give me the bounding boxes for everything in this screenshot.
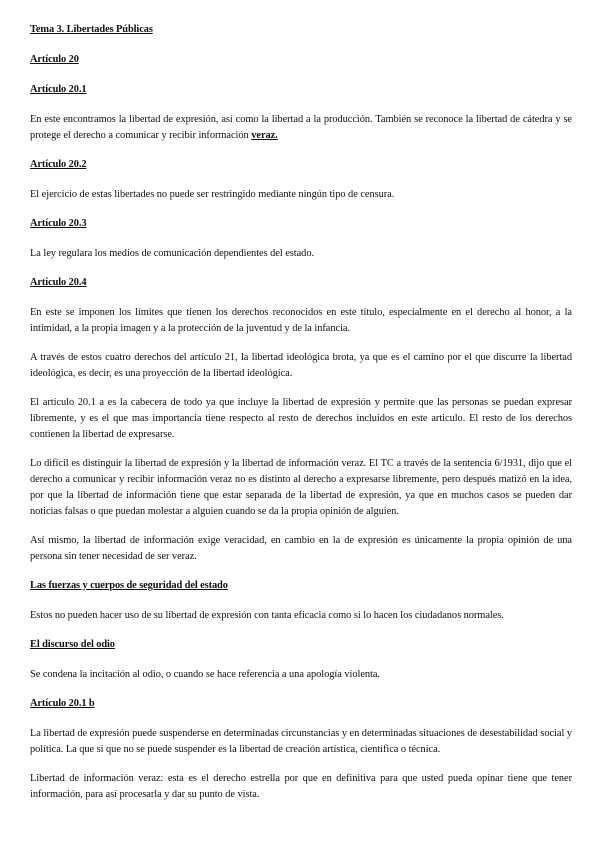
heading-discurso-odio: El discurso del odio bbox=[30, 639, 115, 650]
paragraph-articulo-20-2: El ejercicio de estas libertades no puede ser restringido mediante ningún tipo de censura. bbox=[30, 189, 395, 200]
paragraph-articulo-20-4-cabecera: El articulo 20.1 a es la cabecera de todo ya que incluye la libertad de expresión y permite que las personas se puedan expresar libremente, y es el que mas importancia tiene respecto al resto de derechos incluidos en este articulo. El resto de los derechos contienen la libertad de expresarse. bbox=[30, 397, 572, 440]
paragraph-articulo-20-4-distinguir: Lo difícil es distinguir la libertad de expresión y la libertad de información veraz. El TC a través de la sentencia 6/1931, dijo que el derecho a comunicar y recibir información veraz no es distinto al derecho a expresarse libremente, pero después matizó en la idea, por que la libertad de información tiene que estar separada de la libertad de expresión, ya que en muchos casos se pueden dar noticias falsas o que puedan molestar a alguien cuando se da la propia opinión de alguien. bbox=[30, 458, 572, 517]
paragraph-fuerzas-seguridad: Estos no pueden hacer uso de su libertad de expresión con tanta eficacia como si lo hacen los ciudadanos normales. bbox=[30, 610, 504, 621]
paragraph-informacion-veraz: Libertad de información veraz: esta es el derecho estrella por que en definitiva para que usted pueda opinar tiene que tener información, para así procesarla y dar su punto de vista. bbox=[30, 773, 572, 800]
paragraph-articulo-20-4-veracidad: Así mismo, la libertad de información exige veracidad, en cambio en la de expresión es únicamente la propia opinión de una persona sin tener necesidad de ser veraz. bbox=[30, 535, 572, 562]
paragraph-articulo-20-1-b: La libertad de expresión puede suspenderse en determinadas circunstancias y en determinadas situaciones de desestabilidad social y política. La que si que no se puede suspender es la libertad de creación artística, científica o técnica. bbox=[30, 728, 572, 755]
heading-articulo-20-4: Artículo 20.4 bbox=[30, 277, 87, 288]
heading-articulo-20: Artículo 20 bbox=[30, 54, 79, 65]
paragraph-articulo-20-3: La ley regulara los medios de comunicación dependientes del estado. bbox=[30, 248, 315, 259]
paragraph-articulo-20-1-text: En este encontramos la libertad de expresión, así como la libertad a la producción. También se reconoce la libertad de cátedra y se protege el derecho a comunicar y recibir información bbox=[30, 114, 572, 141]
paragraph-articulo-20-4-limites: En este se imponen los límites que tienen los derechos reconocidos en este título, especialmente en el derecho al honor, a la intimidad, a la propia imagen y a la protección de la juventud y de la infancia. bbox=[30, 307, 572, 334]
heading-fuerzas-seguridad: Las fuerzas y cuerpos de seguridad del estado bbox=[30, 580, 228, 591]
paragraph-articulo-20-1 bbox=[30, 112, 572, 144]
paragraph-discurso-odio: Se condena la incitación al odio, o cuando se hace referencia a una apología violenta. bbox=[30, 669, 380, 680]
heading-articulo-20-1-b: Artículo 20.1 b bbox=[30, 698, 95, 709]
heading-articulo-20-3: Artículo 20.3 bbox=[30, 218, 87, 229]
paragraph-articulo-20-4-ideologica: A través de estos cuatro derechos del artículo 21, la libertad ideológica brota, ya que es el camino por el que discurre la libertad ideológica, es decir, es una proyección de la libertad ideológica. bbox=[30, 352, 572, 379]
document-title: Tema 3. Libertades Públicas bbox=[30, 24, 153, 35]
document-page bbox=[30, 22, 572, 816]
heading-articulo-20-1: Artículo 20.1 bbox=[30, 84, 87, 95]
emphasis-veraz: veraz. bbox=[251, 130, 278, 141]
heading-articulo-20-2: Artículo 20.2 bbox=[30, 159, 87, 170]
